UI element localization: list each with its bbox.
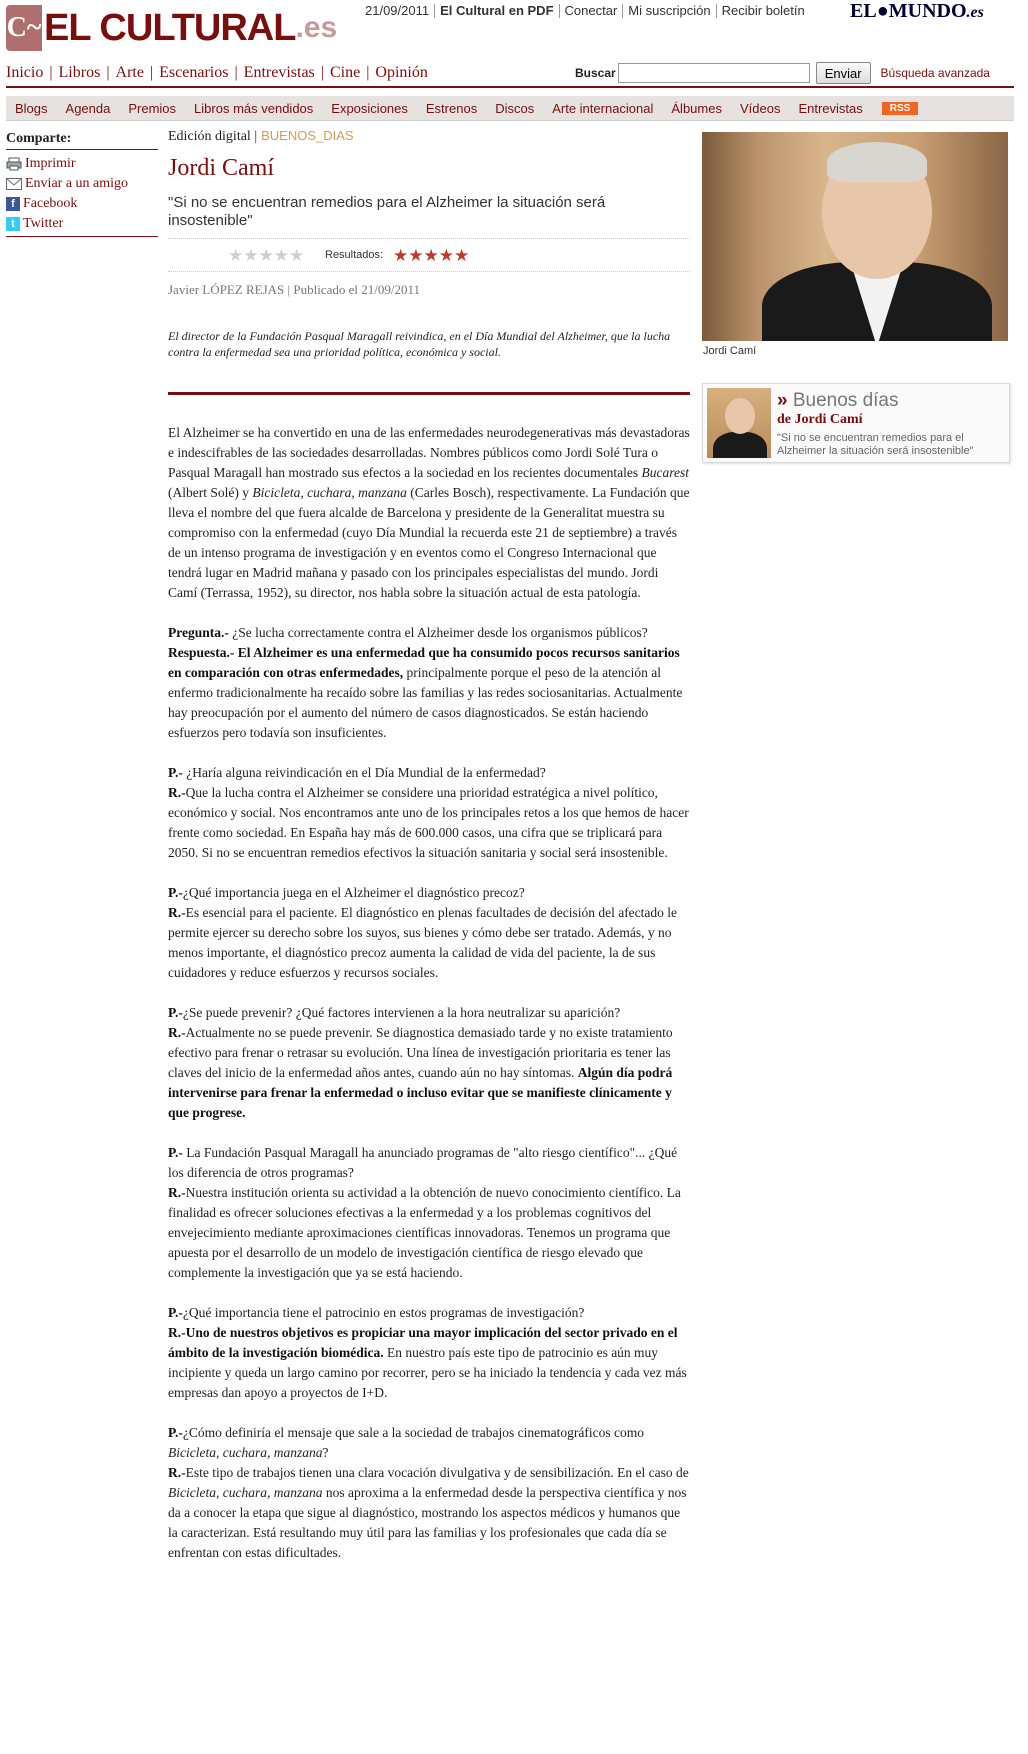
facebook-icon: f bbox=[6, 197, 20, 211]
edition-line bbox=[168, 128, 690, 145]
question-label: P.- bbox=[168, 1305, 183, 1320]
login-link[interactable]: Conectar bbox=[559, 4, 623, 18]
printer-icon bbox=[6, 157, 22, 171]
nav-cine[interactable]: Cine bbox=[329, 64, 361, 81]
nav-entrevistas[interactable]: Entrevistas bbox=[243, 64, 315, 81]
question-text: La Fundación Pasqual Maragall ha anunciado programas de "alto riesgo científico"... ¿Qué los diferencia de otros programas? bbox=[168, 1145, 678, 1180]
qa-block bbox=[168, 1143, 690, 1283]
header-rule bbox=[6, 86, 1014, 88]
elmundo-logo[interactable] bbox=[850, 0, 984, 23]
subnav-premios[interactable]: Premios bbox=[128, 100, 177, 116]
nav-inicio[interactable]: Inicio bbox=[6, 64, 44, 81]
rss-button[interactable]: RSS bbox=[882, 102, 919, 115]
intro-text: El Alzheimer se ha convertido en una de las enfermedades neurodegenerativas más devastadoras e indescifrables de las sociedades desarrolladas. Nombres públicos como Jordi Solé Tura o Pasqual Maragall han mostrado sus efectos a la sociedad en los recientes documentales bbox=[168, 425, 690, 480]
question-label: P.- bbox=[168, 885, 183, 900]
answer-highlight: R.-Uno de nuestros objetivos es propiciar una mayor implicación del sector privado en el ámbito de la investigación biomédica. bbox=[168, 1325, 678, 1360]
nav-opinion[interactable]: Opinión bbox=[375, 64, 428, 81]
qa-block bbox=[168, 1303, 690, 1403]
newsletter-link[interactable]: Recibir boletín bbox=[716, 4, 810, 18]
qa-block bbox=[168, 623, 690, 743]
article bbox=[168, 128, 690, 1583]
edition-label: Edición digital | bbox=[168, 129, 258, 144]
share-print[interactable] bbox=[6, 154, 158, 174]
buenos-dias-title-text: Buenos días bbox=[792, 390, 899, 411]
subnav-agenda[interactable]: Agenda bbox=[65, 100, 111, 116]
subnav-albumes[interactable]: Álbumes bbox=[671, 100, 722, 116]
raquo-icon: » bbox=[777, 390, 788, 411]
nav-separator: | bbox=[149, 64, 154, 81]
share-sidebar bbox=[6, 131, 158, 237]
film-title: Bicicleta, cuchara, manzana bbox=[168, 1485, 323, 1500]
answer-text: Actualmente no se puede prevenir. Se diagnostica demasiado tarde y no existe tratamiento efectivo para frenar o retrasar su evolución. Una línea de investigación prioritaria es tener las claves del inicio de la enfermedad años antes, cuando aún no hay síntomas. bbox=[168, 1025, 673, 1080]
results-label: Resultados: bbox=[325, 249, 384, 261]
subnav-exposiciones[interactable]: Exposiciones bbox=[331, 100, 408, 116]
nav-separator: | bbox=[106, 64, 110, 81]
share-divider bbox=[6, 236, 158, 237]
question-text: ¿Qué importancia tiene el patrocinio en estos programas de investigación? bbox=[182, 1305, 585, 1320]
article-quote: "Si no se encuentran remedios para el Alzheimer la situación será insostenible" bbox=[168, 194, 606, 229]
answer-label: R.- bbox=[168, 785, 186, 800]
subnav-arte-internacional[interactable]: Arte internacional bbox=[552, 100, 654, 116]
buenos-dias-box[interactable] bbox=[702, 383, 1010, 463]
nav-separator: | bbox=[49, 64, 53, 81]
logo-suffix: .es bbox=[295, 11, 338, 44]
answer-text: Es esencial para el paciente. El diagnóstico en plenas facultades de decisión del afectado le permite ejercer su derecho sobre los suyos, sus bienes y cómo debe ser tratado. Además, y no menos importante, el diagnóstico precoz aumenta la calidad de vida del paciente, la de sus cuidadores y reduce esfuerzos y recursos sociales. bbox=[168, 905, 678, 980]
current-date: 21/09/2011 bbox=[365, 3, 430, 18]
star-icon: ★ bbox=[423, 246, 439, 265]
subnav-libros-mas-vendidos[interactable]: Libros más vendidos bbox=[194, 100, 314, 116]
search-label: Buscar bbox=[575, 66, 616, 80]
thumb-figure-body bbox=[713, 432, 767, 458]
globe-icon: ● bbox=[876, 0, 889, 22]
qa-block bbox=[168, 1423, 690, 1563]
main-nav bbox=[6, 64, 428, 82]
share-email[interactable] bbox=[6, 174, 158, 194]
article-body bbox=[168, 423, 690, 1563]
share-twitter[interactable] bbox=[6, 214, 158, 234]
question-text: ¿Haría alguna reivindicación en el Día Mundial de la enfermedad? bbox=[182, 765, 546, 780]
qa-block bbox=[168, 1003, 690, 1123]
share-facebook-label: Facebook bbox=[23, 196, 78, 211]
logo-mark: C~ bbox=[6, 5, 42, 51]
question-text: ¿Se lucha correctamente contra el Alzheimer desde los organismos públicos? bbox=[228, 625, 648, 640]
question-label: P.- bbox=[168, 765, 183, 780]
search-form bbox=[575, 62, 990, 84]
search-input[interactable] bbox=[618, 63, 810, 83]
nav-separator: | bbox=[320, 64, 324, 81]
thumb-figure-head bbox=[725, 398, 755, 434]
share-email-label: Enviar a un amigo bbox=[25, 176, 129, 191]
answer-text: principalmente porque el peso de la atención al enfermo tradicionalmente ha recaído sobre las familias y las redes sociosanitarias. Actualmente hay preocupación por el aumento del número de casos diagnosticados. Se están haciendo esfuerzos pero todavía son insuficientes. bbox=[168, 665, 683, 740]
share-title: Comparte: bbox=[6, 131, 158, 150]
twitter-icon: t bbox=[6, 217, 20, 231]
share-facebook[interactable] bbox=[6, 194, 158, 214]
share-print-label: Imprimir bbox=[25, 156, 76, 171]
film-title: Bicicleta, cuchara, manzana bbox=[168, 1445, 323, 1460]
photo-caption: Jordi Camí bbox=[703, 345, 757, 357]
intro-text: (Albert Solé) y bbox=[168, 485, 253, 500]
qa-block bbox=[168, 763, 690, 863]
sub-nav bbox=[6, 96, 1014, 121]
subscription-link[interactable]: Mi suscripción bbox=[622, 4, 715, 18]
answer-highlight: Algún día podrá intervenirse para frenar la enfermedad o incluso evitar que se manifieste clínicamente y que progrese. bbox=[168, 1065, 673, 1120]
answer-text: Este tipo de trabajos tienen una clara vocación divulgativa y de sensibilización. En el caso de bbox=[185, 1465, 689, 1480]
film-title: Bucarest bbox=[641, 465, 689, 480]
answer-label: R.- bbox=[168, 1025, 186, 1040]
answer-text: nos aproxima a la enfermedad desde la perspectiva científica y nos da a conocer la etapa que sigue al diagnóstico, mostrando los aspectos médicos y humanos que la caracterizan. Está resultando muy útil para las familias y los profesionales que cada día se enfrentan con estas dificultades. bbox=[168, 1485, 687, 1560]
film-title: Bicicleta, cuchara, manzana bbox=[252, 485, 407, 500]
article-headline: Jordi Camí bbox=[168, 155, 274, 181]
buenos-dias-thumbnail[interactable] bbox=[707, 388, 771, 458]
star-icon[interactable]: ★ bbox=[273, 246, 289, 265]
nav-libros[interactable]: Libros bbox=[58, 64, 101, 81]
star-icon: ★ bbox=[454, 246, 470, 265]
article-rule bbox=[168, 392, 690, 395]
star-icon[interactable]: ★ bbox=[289, 246, 305, 265]
buenos-dias-title[interactable] bbox=[777, 390, 899, 412]
answer-text: En nuestro país este tipo de patrocinio es aún muy incipiente y queda un largo camino por recorrer, pero se ha iniciado la tendencia y cada vez más empresas dan apoyo a proyectos de I+D. bbox=[168, 1345, 687, 1400]
star-icon[interactable]: ★ bbox=[228, 246, 244, 265]
intro-paragraph bbox=[168, 423, 690, 603]
answer-text: Nuestra institución orienta su actividad a la obtención de nuevo conocimiento científico. La finalidad es ofrecer soluciones efectivas a la enfermedad y a los problemas cognitivos del envejecimiento mediante aproximaciones científicas innovadoras. Tenemos un programa que apuesta por el desarrollo de un modelo de investigación científica de riesgo elevado que complemente la investigación que ya se está haciendo. bbox=[168, 1185, 681, 1280]
user-rating-stars[interactable] bbox=[228, 248, 304, 264]
nav-separator: | bbox=[234, 64, 238, 81]
site-logo[interactable] bbox=[6, 4, 337, 52]
article-byline: Javier LÓPEZ REJAS | Publicado el 21/09/2011 bbox=[168, 282, 420, 297]
envelope-icon bbox=[6, 177, 22, 191]
advanced-search-link[interactable]: Búsqueda avanzada bbox=[880, 66, 990, 80]
answer-label: R.- bbox=[168, 905, 186, 920]
answer-label: R.- bbox=[168, 1185, 186, 1200]
elmundo-logo-mundo: MUNDO bbox=[888, 0, 967, 22]
elmundo-logo-el: EL bbox=[850, 0, 877, 22]
star-icon[interactable]: ★ bbox=[243, 246, 259, 265]
share-twitter-label: Twitter bbox=[23, 216, 64, 231]
photo-figure-hair bbox=[827, 142, 927, 182]
subnav-estrenos[interactable]: Estrenos bbox=[425, 100, 478, 116]
nav-escenarios[interactable]: Escenarios bbox=[159, 64, 229, 81]
nav-arte[interactable]: Arte bbox=[115, 64, 144, 81]
rating-bar bbox=[168, 238, 690, 272]
question-text: ¿Se puede prevenir? ¿Qué factores intervienen a la hora neutralizar su aparición? bbox=[182, 1005, 621, 1020]
star-icon[interactable]: ★ bbox=[258, 246, 274, 265]
question-label: P.- bbox=[168, 1425, 183, 1440]
answer-label: R.- bbox=[168, 1465, 186, 1480]
buenos-dias-quote: "Si no se encuentran remedios para el Alzheimer la situación será insostenible" bbox=[777, 432, 974, 457]
star-icon: ★ bbox=[438, 246, 454, 265]
logo-text: EL CULTURAL bbox=[44, 6, 296, 49]
intro-text: (Carles Bosch), respectivamente. La Fundación que lleva el nombre del que fuera alcalde de Barcelona y presidente de la Generalitat muestra su compromiso con la enfermedad (cuyo Día Mundial la recuerda este 21 de septiembre) a través de un intenso programa de investigación y en eventos como el Congreso Internacional que tendrá lugar en Madrid mañana y pasado con los principales especialistas del mundo. Jordi Camí (Terrassa, 1952), su director, nos habla sobre la situación actual de esta patología. bbox=[168, 485, 690, 600]
subnav-discos[interactable]: Discos bbox=[495, 100, 535, 116]
qa-block bbox=[168, 883, 690, 983]
question-text: ¿Cómo definiría el mensaje que sale a la sociedad de trabajos cinematográficos como bbox=[182, 1425, 644, 1440]
top-links bbox=[365, 4, 810, 18]
question-label: P.- bbox=[168, 1145, 183, 1160]
section-tag[interactable]: BUENOS_DIAS bbox=[261, 128, 354, 143]
buenos-dias-name[interactable]: de Jordi Camí bbox=[777, 412, 863, 427]
question-label: P.- bbox=[168, 1005, 183, 1020]
search-submit-button[interactable]: Enviar bbox=[816, 62, 871, 84]
article-summary: El director de la Fundación Pasqual Maragall reivindica, en el Día Mundial del Alzheimer, que la lucha contra la enfermedad sea una prioridad política, económica y social. bbox=[168, 329, 671, 359]
star-icon: ★ bbox=[393, 246, 409, 265]
subnav-blogs[interactable]: Blogs bbox=[15, 100, 48, 116]
nav-separator: | bbox=[366, 64, 370, 81]
star-icon: ★ bbox=[408, 246, 424, 265]
subnav-entrevistas[interactable]: Entrevistas bbox=[798, 100, 863, 116]
question-text: ? bbox=[322, 1445, 329, 1460]
answer-highlight: Respuesta.- El Alzheimer es una enfermedad que ha consumido pocos recursos sanitarios en comparación con otras enfermedades, bbox=[168, 645, 680, 680]
elmundo-logo-es: .es bbox=[966, 4, 984, 21]
subnav-videos[interactable]: Vídeos bbox=[739, 100, 781, 116]
answer-text: Que la lucha contra el Alzheimer se considere una prioridad estratégica a nivel político, económico y social. Nos encontramos ante uno de los principales retos a los que hemos de hacer frente como sociedad. En España hay más de 600.000 casos, una cifra que se triplicará para 2050. Si no se encuentran remedios efectivos la situación sanitaria y social será insostenible. bbox=[168, 785, 689, 860]
interviewee-photo bbox=[702, 132, 1008, 341]
question-text: ¿Qué importancia juega en el Alzheimer el diagnóstico precoz? bbox=[182, 885, 525, 900]
pdf-link[interactable]: El Cultural en PDF bbox=[434, 4, 558, 18]
result-rating-stars bbox=[393, 248, 469, 264]
question-label: Pregunta.- bbox=[168, 625, 229, 640]
